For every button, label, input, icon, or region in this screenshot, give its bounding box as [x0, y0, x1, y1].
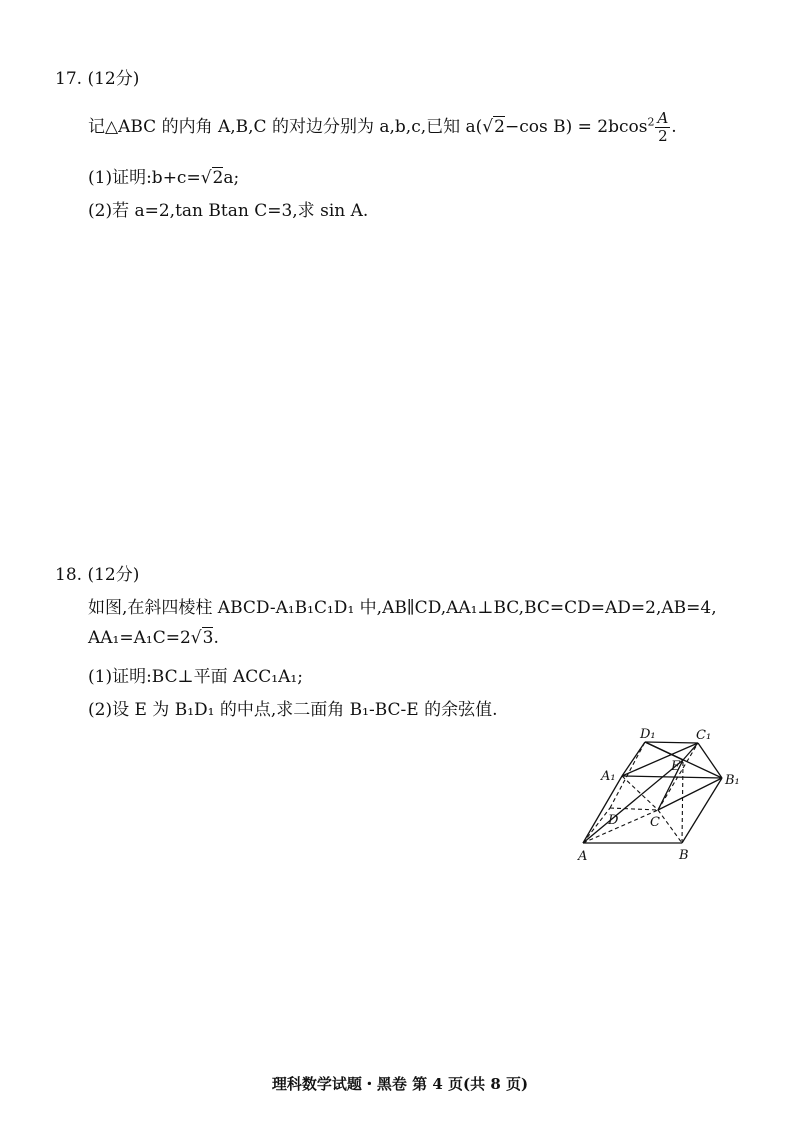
q17-stem-end: .	[671, 117, 677, 137]
q18-stem-line2-sqrt: 3	[202, 628, 214, 648]
segment-AC	[583, 810, 658, 843]
q17-part1-sqrt: 2	[212, 168, 224, 188]
q17-part1-prefix: (1)证明:b+c=	[88, 168, 201, 188]
q17-part1	[88, 163, 239, 188]
q17-stem-sqrt: 2	[494, 117, 505, 137]
prism-figure	[570, 720, 750, 870]
label-D: D	[608, 813, 619, 828]
q17-fraction	[655, 110, 670, 145]
q17-stem-prefix: 记△ABC 的内角 A,B,C 的对边分别为 a,b,c,已知 a(	[88, 117, 483, 137]
edge-CB	[658, 810, 682, 843]
label-A1: A₁	[601, 769, 616, 784]
q18-part2: (2)设 E 为 B₁D₁ 的中点,求二面角 B₁-BC-E 的余弦值.	[88, 700, 498, 720]
edge-B1A1	[622, 776, 722, 778]
edge-D1C1	[645, 742, 698, 743]
segment-B-E	[682, 760, 683, 843]
q17-frac-den: 2	[658, 127, 668, 145]
q17-part1-sqrt-sign: √	[200, 168, 212, 188]
q17-stem-sup: 2	[647, 115, 655, 129]
label-C1: C₁	[696, 728, 712, 743]
edge-AD	[583, 808, 610, 843]
q17-part2: (2)若 a=2,tan Btan C=3,求 sin A.	[88, 201, 369, 221]
q17-stem-mid: −cos B) = 2bcos	[504, 117, 648, 137]
q18-number: 18.	[55, 565, 83, 585]
q18-part1: (1)证明:BC⊥平面 ACC₁A₁;	[88, 667, 303, 687]
q18-stem-line2	[88, 628, 219, 648]
q18-sqrt-sign: √	[190, 628, 202, 648]
edge-AA1	[583, 776, 622, 843]
q17-stem	[88, 110, 677, 145]
q18-stem-line2-suffix: .	[213, 628, 219, 648]
label-E: E	[671, 759, 681, 774]
q17-part1-suffix: a;	[223, 168, 240, 188]
label-B: B	[679, 848, 689, 863]
q18-points: (12分)	[87, 565, 140, 585]
segment-A-E	[583, 760, 683, 843]
label-D1: D₁	[640, 727, 656, 742]
segment-A1C	[622, 776, 658, 810]
q18-stem-line1: 如图,在斜四棱柱 ABCD-A₁B₁C₁D₁ 中,AB∥CD,AA₁⊥BC,BC=CD=AD=2,AB=4,	[88, 598, 717, 618]
q18-header	[55, 560, 139, 585]
q17-header	[55, 64, 139, 89]
label-B1: B₁	[725, 773, 740, 788]
label-A: A	[578, 849, 588, 864]
page-footer: 理科数学试题・黑卷 第 4 页(共 8 页)	[271, 1075, 529, 1093]
q17-frac-num: A	[657, 109, 669, 127]
edge-DC	[610, 808, 658, 810]
q17-points: (12分)	[87, 69, 140, 89]
q17-number: 17.	[55, 69, 83, 89]
q17-sqrt-sign: √	[482, 117, 494, 137]
q18-stem-line2-prefix: AA₁=A₁C=2	[88, 628, 191, 648]
label-C: C	[650, 815, 660, 830]
